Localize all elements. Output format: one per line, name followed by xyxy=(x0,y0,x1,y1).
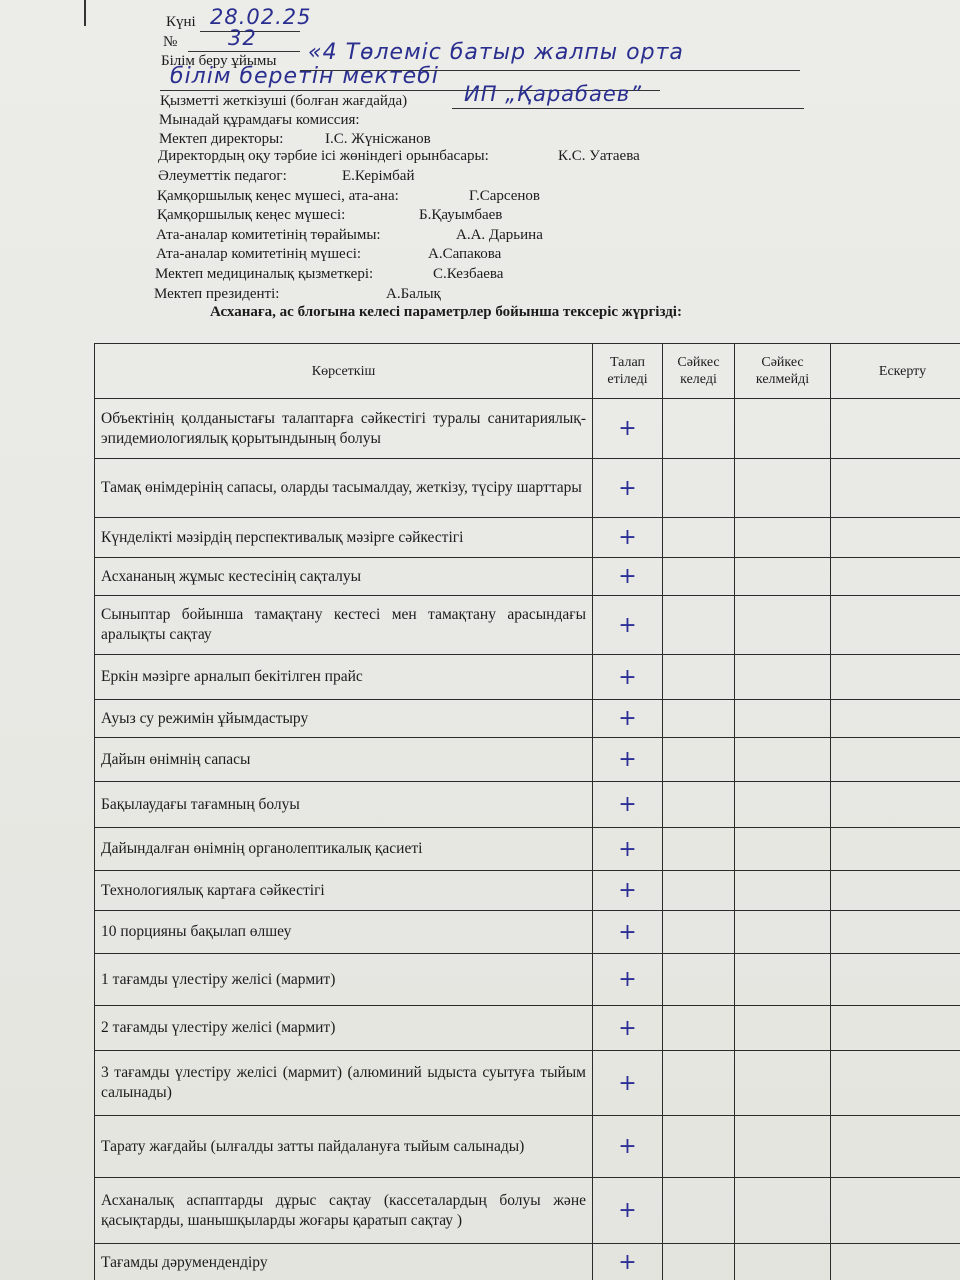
compliant-cell xyxy=(663,655,735,700)
note-cell xyxy=(831,596,960,655)
col-compliant: Сәйкес келеді xyxy=(663,344,735,399)
required-cell xyxy=(593,700,663,738)
note-cell xyxy=(831,655,960,700)
col-note: Ескерту xyxy=(831,344,960,399)
plus-mark: + xyxy=(618,1198,637,1223)
noncompliant-cell xyxy=(735,1116,831,1178)
commission-member xyxy=(156,246,502,263)
indicator-cell: Еркін мәзірге арналып бекітілген прайс xyxy=(95,655,593,700)
required-cell xyxy=(593,1051,663,1116)
note-cell xyxy=(831,1178,960,1244)
table-row xyxy=(95,738,960,782)
member-name: Е.Керімбай xyxy=(342,168,415,184)
org-value-line1: «4 Төлеміс батыр жалпы орта xyxy=(308,40,684,65)
note-cell xyxy=(831,828,960,871)
compliant-cell xyxy=(663,1244,735,1280)
required-cell xyxy=(593,518,663,558)
indicator-cell: 3 тағамды үлестіру желісі (мармит) (алюминий ыдыста суытуға тыйым салынады) xyxy=(95,1051,593,1116)
provider-underline xyxy=(452,108,804,109)
member-name: К.С. Уатаева xyxy=(558,148,640,164)
note-cell xyxy=(831,954,960,1006)
provider-label: Қызметті жеткізуші (болған жағдайда) xyxy=(160,93,408,109)
note-cell xyxy=(831,911,960,954)
indicator-cell: 1 тағамды үлестіру желісі (мармит) xyxy=(95,954,593,1006)
provider-value: ИП „Қарабаев” xyxy=(464,82,643,106)
table-row xyxy=(95,1178,960,1244)
compliant-cell xyxy=(663,596,735,655)
plus-mark: + xyxy=(618,878,637,903)
indicator-cell: Объектінің қолданыстағы талаптарға сәйкестігі туралы санитариялық-эпидемиологиялық қорытындының болуы xyxy=(95,399,593,459)
plus-mark: + xyxy=(618,836,637,862)
required-cell xyxy=(593,954,663,1006)
indicator-cell: Дайын өнімнің сапасы xyxy=(95,738,593,782)
member-name: С.Кезбаева xyxy=(433,266,504,282)
col-required: Талап етіледі xyxy=(593,344,663,399)
commission-intro: Мынадай құрамдағы комиссия: xyxy=(159,112,360,128)
compliant-cell xyxy=(663,1116,735,1178)
indicator-cell: Күнделікті мәзірдің перспективалық мәзірге сәйкестігі xyxy=(95,518,593,558)
member-name: А.Сапакова xyxy=(428,246,502,262)
indicator-cell: Тарату жағдайы (ылғалды затты пайдалануға тыйым салынады) xyxy=(95,1116,593,1178)
plus-mark: + xyxy=(618,475,637,501)
member-role: Қамқоршылық кеңес мүшесі, ата-ана: xyxy=(157,188,399,204)
number-underline xyxy=(188,51,300,52)
compliant-cell xyxy=(663,558,735,596)
plus-mark: + xyxy=(618,664,637,690)
noncompliant-cell xyxy=(735,1006,831,1051)
inspection-heading: Асханаға, ас блогына келесі параметрлер бойынша тексеріс жүргізді: xyxy=(210,304,682,320)
indicator-cell: Технологиялық картаға сәйкестігі xyxy=(95,871,593,911)
indicator-cell: Дайындалған өнімнің органолептикалық қасиеті xyxy=(95,828,593,871)
compliant-cell xyxy=(663,1051,735,1116)
number-value: 32 xyxy=(228,26,257,50)
note-cell xyxy=(831,518,960,558)
table-row xyxy=(95,655,960,700)
member-role: Әлеуметтік педагог: xyxy=(158,168,287,184)
noncompliant-cell xyxy=(735,1244,831,1280)
noncompliant-cell xyxy=(735,399,831,459)
plus-mark: + xyxy=(618,1134,637,1159)
noncompliant-cell xyxy=(735,954,831,1006)
plus-mark: + xyxy=(618,1070,637,1096)
date-label: Күні xyxy=(166,14,196,30)
col-indicator: Көрсеткіш xyxy=(95,344,593,399)
table-row xyxy=(95,954,960,1006)
compliant-cell xyxy=(663,782,735,828)
note-cell xyxy=(831,738,960,782)
noncompliant-cell xyxy=(735,1051,831,1116)
commission-member xyxy=(155,266,504,283)
required-cell xyxy=(593,596,663,655)
indicator-cell: Тамақ өнімдерінің сапасы, оларды тасымалдау, жеткізу, түсіру шарттары xyxy=(95,459,593,518)
table-header-row xyxy=(95,344,960,399)
commission-member xyxy=(158,148,640,165)
plus-mark: + xyxy=(618,1015,637,1041)
org-value-line2: білім беретін мектебі xyxy=(170,64,439,89)
commission-member xyxy=(159,131,431,148)
noncompliant-cell xyxy=(735,871,831,911)
table-row xyxy=(95,828,960,871)
required-cell xyxy=(593,399,663,459)
commission-member xyxy=(156,227,543,244)
member-role: Мектеп президенті: xyxy=(154,286,280,302)
table-row xyxy=(95,1006,960,1051)
required-cell xyxy=(593,558,663,596)
required-cell xyxy=(593,738,663,782)
compliant-cell xyxy=(663,911,735,954)
required-cell xyxy=(593,1116,663,1178)
member-role: Мектеп директоры: xyxy=(159,131,284,147)
margin-line xyxy=(84,0,86,26)
member-name: А.А. Дарьина xyxy=(456,227,543,243)
commission-member xyxy=(157,188,541,205)
commission-member xyxy=(158,168,415,185)
compliant-cell xyxy=(663,1178,735,1244)
indicator-cell: Асхананың жұмыс кестесінің сақталуы xyxy=(95,558,593,596)
noncompliant-cell xyxy=(735,558,831,596)
table-row xyxy=(95,399,960,459)
noncompliant-cell xyxy=(735,828,831,871)
required-cell xyxy=(593,1006,663,1051)
plus-mark: + xyxy=(618,416,637,441)
inspection-table xyxy=(94,343,960,1280)
required-cell xyxy=(593,655,663,700)
compliant-cell xyxy=(663,871,735,911)
plus-mark: + xyxy=(618,612,637,638)
indicator-cell: Ауыз су режимін ұйымдастыру xyxy=(95,700,593,738)
compliant-cell xyxy=(663,459,735,518)
note-cell xyxy=(831,1051,960,1116)
note-cell xyxy=(831,1244,960,1280)
table-row xyxy=(95,782,960,828)
note-cell xyxy=(831,558,960,596)
table-row xyxy=(95,518,960,558)
table-row xyxy=(95,700,960,738)
compliant-cell xyxy=(663,700,735,738)
indicator-cell: Бақылаудағы тағамның болуы xyxy=(95,782,593,828)
required-cell xyxy=(593,828,663,871)
note-cell xyxy=(831,1006,960,1051)
member-role: Ата-аналар комитетінің төрайымы: xyxy=(156,227,381,243)
compliant-cell xyxy=(663,738,735,782)
org-label: Білім беру ұйымы xyxy=(161,53,277,69)
member-name: Б.Қауымбаев xyxy=(419,207,503,223)
plus-mark: + xyxy=(618,792,637,817)
member-name: Г.Сарсенов xyxy=(469,188,541,204)
required-cell xyxy=(593,782,663,828)
plus-mark: + xyxy=(618,967,637,992)
col-noncompliant: Сәйкес келмейді xyxy=(735,344,831,399)
plus-mark: + xyxy=(618,1250,637,1275)
indicator-cell: 10 порцияны бақылап өлшеу xyxy=(95,911,593,954)
required-cell xyxy=(593,871,663,911)
table-row xyxy=(95,871,960,911)
commission-member xyxy=(157,207,503,224)
date-value: 28.02.25 xyxy=(210,5,312,29)
compliant-cell xyxy=(663,518,735,558)
note-cell xyxy=(831,459,960,518)
required-cell xyxy=(593,1178,663,1244)
noncompliant-cell xyxy=(735,738,831,782)
member-name: І.С. Жүнісжанов xyxy=(325,131,431,147)
table-row xyxy=(95,558,960,596)
noncompliant-cell xyxy=(735,700,831,738)
noncompliant-cell xyxy=(735,911,831,954)
table-row xyxy=(95,911,960,954)
compliant-cell xyxy=(663,954,735,1006)
noncompliant-cell xyxy=(735,782,831,828)
table-row xyxy=(95,596,960,655)
member-role: Қамқоршылық кеңес мүшесі: xyxy=(157,207,346,223)
note-cell xyxy=(831,782,960,828)
compliant-cell xyxy=(663,828,735,871)
compliant-cell xyxy=(663,1006,735,1051)
table-row xyxy=(95,1116,960,1178)
noncompliant-cell xyxy=(735,655,831,700)
plus-mark: + xyxy=(618,564,637,589)
note-cell xyxy=(831,700,960,738)
required-cell xyxy=(593,459,663,518)
note-cell xyxy=(831,871,960,911)
table-row xyxy=(95,459,960,518)
required-cell xyxy=(593,1244,663,1280)
member-role: Ата-аналар комитетінің мүшесі: xyxy=(156,246,362,262)
indicator-cell: Тағамды дәрумендендіру xyxy=(95,1244,593,1280)
compliant-cell xyxy=(663,399,735,459)
required-cell xyxy=(593,911,663,954)
noncompliant-cell xyxy=(735,459,831,518)
number-label: № xyxy=(163,34,178,50)
note-cell xyxy=(831,1116,960,1178)
indicator-cell: Сыныптар бойынша тамақтану кестесі мен тамақтану арасындағы аралықты сақтау xyxy=(95,596,593,655)
noncompliant-cell xyxy=(735,596,831,655)
plus-mark: + xyxy=(618,706,637,731)
indicator-cell: 2 тағамды үлестіру желісі (мармит) xyxy=(95,1006,593,1051)
plus-mark: + xyxy=(618,919,637,945)
plus-mark: + xyxy=(618,525,637,550)
plus-mark: + xyxy=(618,747,637,772)
noncompliant-cell xyxy=(735,518,831,558)
member-role: Директордың оқу тәрбие ісі жөніндегі орынбасары: xyxy=(158,148,489,164)
table-row xyxy=(95,1244,960,1280)
commission-member xyxy=(154,286,441,303)
indicator-cell: Асханалық аспаптарды дұрыс сақтау (кассеталардың болуы және қасықтарды, шанышқыларды жоғары қаратып сақтау ) xyxy=(95,1178,593,1244)
noncompliant-cell xyxy=(735,1178,831,1244)
member-role: Мектеп медициналық қызметкері: xyxy=(155,266,374,282)
member-name: А.Балық xyxy=(386,286,441,302)
table-row xyxy=(95,1051,960,1116)
note-cell xyxy=(831,399,960,459)
